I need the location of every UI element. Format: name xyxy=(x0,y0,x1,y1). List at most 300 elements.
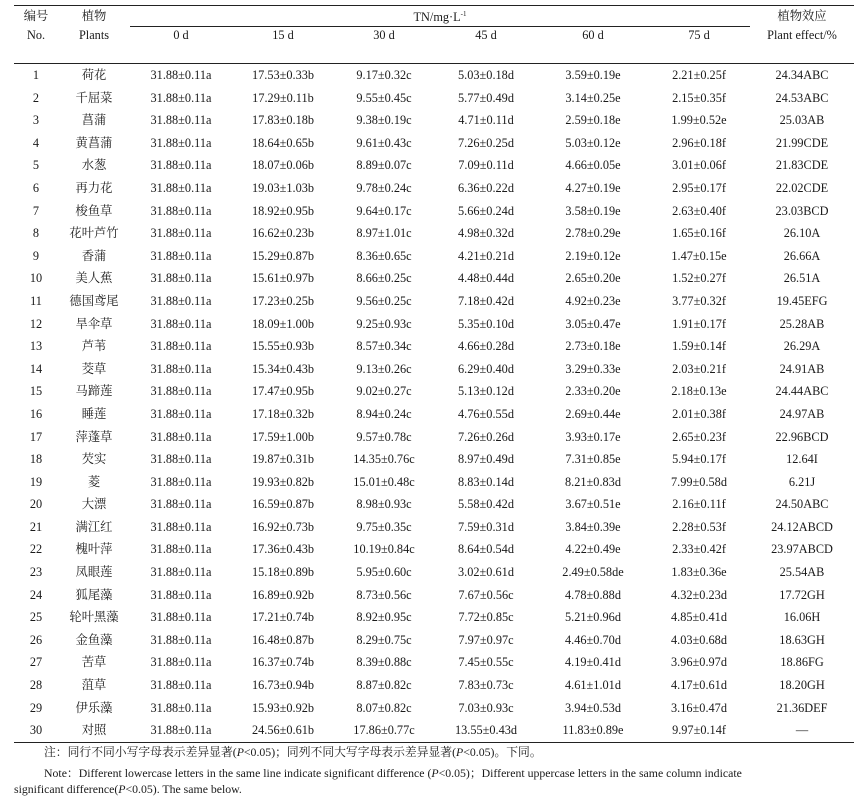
cell-plant-effect: 23.03BCD xyxy=(775,203,829,218)
cell-no: 23 xyxy=(29,565,43,580)
cell-tn-value: 15.29±0.87b xyxy=(251,248,315,263)
cell-tn-value: 31.88±0.11a xyxy=(150,700,212,715)
table-row xyxy=(14,606,854,629)
cell-tn-value: 4.85±0.41d xyxy=(671,610,727,625)
cell-tn-value: 31.88±0.11a xyxy=(150,113,212,128)
cell-tn-value: 4.19±0.41d xyxy=(565,655,621,670)
cell-no: 11 xyxy=(30,293,42,308)
table-row xyxy=(14,245,854,268)
cell-tn-value: 18.92±0.95b xyxy=(251,203,315,218)
cell-plant: 大漂 xyxy=(81,497,107,512)
cell-no: 16 xyxy=(29,406,43,421)
header-spacer xyxy=(14,44,58,64)
cell-plant: 梭鱼草 xyxy=(75,203,113,218)
cell-tn-value: 8.29±0.75c xyxy=(356,632,412,647)
table-row xyxy=(14,584,854,607)
header-no-en: No. xyxy=(26,27,46,42)
cell-tn-value: 2.33±0.20e xyxy=(565,384,621,399)
cell-tn-value: 8.98±0.93c xyxy=(356,497,412,512)
cell-tn-value: 7.09±0.11d xyxy=(458,158,514,173)
cell-no: 30 xyxy=(14,719,58,742)
table-row xyxy=(14,380,854,403)
cell-tn-value: 31.88±0.11a xyxy=(150,316,212,331)
cell-tn-value: 5.35±0.10d xyxy=(458,316,514,331)
cell-tn-value: 5.94±0.17f xyxy=(672,452,726,467)
cell-tn-value: 4.21±0.21d xyxy=(458,248,514,263)
cell-tn-value: 31.88±0.11a xyxy=(150,226,212,241)
cell-tn-value: 2.95±0.17f xyxy=(672,180,726,195)
cell-tn-value: 1.47±0.15e xyxy=(671,248,727,263)
cell-tn-value: 10.19±0.84c xyxy=(353,542,415,557)
table-row xyxy=(14,538,854,561)
cell-tn-value: 17.29±0.11b xyxy=(252,90,314,105)
header-day-75: 75 d xyxy=(688,28,710,42)
header-spacer xyxy=(434,44,538,64)
table-row xyxy=(14,154,854,177)
cell-plant: 马蹄莲 xyxy=(75,384,113,399)
header-day-45: 45 d xyxy=(475,28,497,42)
cell-tn-value: 9.97±0.14f xyxy=(648,719,750,742)
cell-tn-value: 2.15±0.35f xyxy=(672,90,726,105)
cell-plant-effect: 25.54AB xyxy=(779,565,825,580)
cell-tn-value: 31.88±0.11a xyxy=(150,248,212,263)
cell-tn-value: 31.88±0.11a xyxy=(150,632,212,647)
header-day-15: 15 d xyxy=(272,28,294,42)
cell-tn-value: 9.56±0.25c xyxy=(356,293,412,308)
cell-plant: 芦苇 xyxy=(81,339,107,354)
cell-plant: 苦草 xyxy=(81,655,107,670)
header-no-cn: 编号 xyxy=(14,6,58,27)
cell-plant: 美人蕉 xyxy=(75,271,113,286)
cell-plant-effect: 22.02CDE xyxy=(775,180,829,195)
note-chinese xyxy=(44,744,542,760)
cell-plant-effect: 17.72GH xyxy=(779,587,825,602)
table-row xyxy=(14,697,854,720)
cell-tn-value: 3.93±0.17e xyxy=(565,429,621,444)
cell-tn-value: 17.53±0.33b xyxy=(251,68,315,82)
cell-tn-value: 4.27±0.19e xyxy=(565,180,621,195)
cell-tn-value: 18.07±0.06b xyxy=(251,158,315,173)
cell-no: 13 xyxy=(29,339,43,354)
header-day-60: 60 d xyxy=(582,28,604,42)
cell-tn-value: 7.67±0.56c xyxy=(458,587,514,602)
header-day-0: 0 d xyxy=(173,28,189,42)
cell-tn-value: 31.88±0.11a xyxy=(130,719,232,742)
cell-tn-value: 2.28±0.53f xyxy=(672,519,726,534)
cell-tn-value: 13.55±0.43d xyxy=(434,719,538,742)
cell-tn-value: 17.21±0.74b xyxy=(251,610,315,625)
cell-plant-effect: 18.20GH xyxy=(779,678,825,693)
cell-tn-value: 31.88±0.11a xyxy=(150,271,212,286)
cell-tn-value: 2.03±0.21f xyxy=(672,361,726,376)
cell-tn-value: 5.77±0.49d xyxy=(458,90,514,105)
cell-tn-value: 8.73±0.56c xyxy=(356,587,412,602)
cell-tn-value: 9.64±0.17c xyxy=(356,203,412,218)
cell-plant: 萍蓬草 xyxy=(75,429,113,444)
table-row xyxy=(14,403,854,426)
cell-tn-value: 31.88±0.11a xyxy=(150,361,212,376)
table-row xyxy=(14,516,854,539)
cell-tn-value: 31.88±0.11a xyxy=(150,68,212,82)
cell-no: 18 xyxy=(29,452,43,467)
table-row xyxy=(14,290,854,313)
cell-tn-value: 3.16±0.47d xyxy=(671,700,727,715)
cell-tn-value: 8.64±0.54d xyxy=(458,542,514,557)
cell-tn-value: 16.92±0.73b xyxy=(251,519,315,534)
cell-tn-value: 2.16±0.11f xyxy=(672,497,726,512)
cell-tn-value: 8.36±0.65c xyxy=(356,248,412,263)
cell-tn-value: 17.47±0.95b xyxy=(251,384,315,399)
cell-plant-effect: 12.64I xyxy=(786,452,818,467)
cell-plant: 菹草 xyxy=(81,678,107,693)
cell-no: 8 xyxy=(32,226,40,241)
cell-tn-value: 2.69±0.44e xyxy=(565,406,621,421)
table-row xyxy=(14,471,854,494)
cell-tn-value: 4.66±0.05e xyxy=(565,158,621,173)
cell-tn-value: 5.13±0.12d xyxy=(458,384,514,399)
cell-no: 5 xyxy=(32,158,40,173)
cell-tn-value: 4.17±0.61d xyxy=(671,678,727,693)
table-row xyxy=(14,448,854,471)
cell-tn-value: 17.18±0.32b xyxy=(251,406,315,421)
note-en-p: P xyxy=(431,766,439,780)
cell-tn-value: 2.49±0.58de xyxy=(562,565,624,580)
cell-plant: 茭草 xyxy=(81,361,107,376)
cell-plant-effect: 19.45EFG xyxy=(776,293,828,308)
cell-tn-value: 3.05±0.47e xyxy=(565,316,621,331)
cell-plant: 芡实 xyxy=(81,452,107,467)
cell-plant: 菱 xyxy=(87,474,101,489)
header-tn-label: TN/mg·L xyxy=(413,10,461,24)
cell-no: 6 xyxy=(32,180,40,195)
cell-plant-effect: 26.51A xyxy=(783,271,821,286)
cell-tn-value: 16.62±0.23b xyxy=(251,226,315,241)
cell-plant-effect: 22.96BCD xyxy=(775,429,829,444)
table-row xyxy=(14,493,854,516)
note-en-part: Note：Different lowercase letters in the same line indicate significant difference ( xyxy=(44,766,432,780)
cell-tn-value: 31.88±0.11a xyxy=(150,655,212,670)
cell-tn-value: 31.88±0.11a xyxy=(150,384,212,399)
cell-tn-value: 31.88±0.11a xyxy=(150,542,212,557)
cell-plant: 香蒲 xyxy=(81,248,107,263)
cell-tn-value: 8.66±0.25c xyxy=(356,271,412,286)
cell-tn-value: 3.01±0.06f xyxy=(672,158,726,173)
cell-tn-value: 14.35±0.76c xyxy=(353,452,415,467)
cell-tn-value: 3.77±0.32f xyxy=(672,293,726,308)
cell-tn-value: 1.83±0.36e xyxy=(671,565,727,580)
cell-tn-value: 8.07±0.82c xyxy=(356,700,412,715)
cell-tn-value: 7.45±0.55c xyxy=(458,655,514,670)
cell-tn-value: 4.76±0.55d xyxy=(458,406,514,421)
cell-tn-value: 7.26±0.25d xyxy=(458,135,514,150)
note-english-line1 xyxy=(44,765,742,781)
table-row xyxy=(14,64,854,87)
data-table-wrapper xyxy=(14,5,854,743)
cell-no: 2 xyxy=(32,90,40,105)
cell-tn-value: 31.88±0.11a xyxy=(150,406,212,421)
cell-no: 9 xyxy=(32,248,40,263)
table-row xyxy=(14,629,854,652)
cell-tn-value: 17.59±1.00b xyxy=(251,429,315,444)
header-day-30: 30 d xyxy=(373,28,395,42)
cell-no: 12 xyxy=(29,316,43,331)
cell-tn-value: 19.03±1.03b xyxy=(251,180,315,195)
cell-tn-value: 9.38±0.19c xyxy=(356,113,412,128)
cell-no: 20 xyxy=(29,497,43,512)
cell-tn-value: 3.59±0.19e xyxy=(565,68,621,82)
cell-plant-effect: 21.83CDE xyxy=(775,158,829,173)
cell-tn-value: 11.83±0.89e xyxy=(538,719,648,742)
cell-plant-effect: 24.12ABCD xyxy=(771,519,833,534)
header-plant-en: Plants xyxy=(78,27,110,42)
cell-no: 7 xyxy=(32,203,40,218)
cell-tn-value: 5.03±0.12e xyxy=(565,135,621,150)
cell-tn-value: 17.83±0.18b xyxy=(251,113,315,128)
cell-no: 29 xyxy=(29,700,43,715)
cell-tn-value: 19.87±0.31b xyxy=(251,452,315,467)
cell-tn-value: 7.59±0.31d xyxy=(458,519,514,534)
cell-tn-value: 17.36±0.43b xyxy=(251,542,315,557)
cell-tn-value: 4.22±0.49e xyxy=(565,542,621,557)
cell-tn-value: 19.93±0.82b xyxy=(251,474,315,489)
cell-tn-value: 4.48±0.44d xyxy=(458,271,514,286)
cell-no: 25 xyxy=(29,610,43,625)
cell-tn-value: 7.97±0.97c xyxy=(458,632,514,647)
cell-tn-value: 2.63±0.40f xyxy=(672,203,726,218)
header-spacer xyxy=(750,44,854,64)
cell-tn-value: 8.83±0.14d xyxy=(458,474,514,489)
cell-tn-value: 31.88±0.11a xyxy=(150,135,212,150)
cell-tn-value: 8.39±0.88c xyxy=(356,655,412,670)
cell-tn-value: 7.26±0.26d xyxy=(458,429,514,444)
tn-data-table xyxy=(14,5,854,743)
note-en-part: <0.05)；Different uppercase letters in the same column indicate xyxy=(438,766,742,780)
cell-tn-value: 3.67±0.51e xyxy=(565,497,621,512)
cell-tn-value: 31.88±0.11a xyxy=(150,565,212,580)
cell-tn-value: 2.33±0.42f xyxy=(672,542,726,557)
header-spacer xyxy=(334,44,434,64)
cell-plant: 黄菖蒲 xyxy=(75,135,113,150)
cell-tn-value: 9.78±0.24c xyxy=(356,180,412,195)
cell-tn-value: 3.94±0.53d xyxy=(565,700,621,715)
header-effect-cn: 植物效应 xyxy=(750,6,854,27)
note-cn-part: <0.05)；同列不同大写字母表示差异显著( xyxy=(243,745,457,759)
cell-tn-value: 7.18±0.42d xyxy=(458,293,514,308)
cell-tn-value: 3.29±0.33e xyxy=(565,361,621,376)
cell-plant-effect: 25.03AB xyxy=(779,113,825,128)
cell-tn-value: 4.71±0.11d xyxy=(458,113,514,128)
cell-no: 1 xyxy=(32,68,40,82)
table-row xyxy=(14,109,854,132)
cell-no: 15 xyxy=(29,384,43,399)
cell-plant-effect: 16.06H xyxy=(783,610,821,625)
cell-tn-value: 9.61±0.43c xyxy=(356,135,412,150)
cell-plant-effect: 24.91AB xyxy=(779,361,825,376)
cell-tn-value: 6.36±0.22d xyxy=(458,180,514,195)
cell-plant: 千屈菜 xyxy=(75,90,113,105)
table-row xyxy=(14,358,854,381)
cell-tn-value: 9.02±0.27c xyxy=(356,384,412,399)
cell-tn-value: 1.65±0.16f xyxy=(672,226,726,241)
note-english-line2 xyxy=(14,781,242,797)
cell-tn-value: 2.21±0.25f xyxy=(672,68,726,82)
cell-tn-value: 31.88±0.11a xyxy=(150,429,212,444)
header-spacer xyxy=(648,44,750,64)
cell-plant-effect: — xyxy=(750,719,854,742)
cell-no: 27 xyxy=(29,655,43,670)
cell-tn-value: 15.55±0.93b xyxy=(251,339,315,354)
cell-plant-effect: 23.97ABCD xyxy=(771,542,833,557)
cell-plant: 旱伞草 xyxy=(75,316,113,331)
cell-tn-value: 2.01±0.38f xyxy=(672,406,726,421)
cell-plant: 睡莲 xyxy=(81,406,107,421)
cell-tn-value: 8.97±0.49d xyxy=(458,452,514,467)
cell-tn-value: 2.59±0.18e xyxy=(565,113,621,128)
table-body xyxy=(14,64,854,743)
cell-tn-value: 2.65±0.20e xyxy=(565,271,621,286)
cell-tn-value: 4.03±0.68d xyxy=(671,632,727,647)
cell-tn-value: 2.96±0.18f xyxy=(672,135,726,150)
note-en-part: <0.05). The same below. xyxy=(125,782,242,796)
cell-plant-effect: 26.10A xyxy=(783,226,821,241)
cell-tn-value: 15.18±0.89b xyxy=(251,565,315,580)
cell-tn-value: 9.55±0.45c xyxy=(356,90,412,105)
header-spacer xyxy=(232,44,334,64)
cell-plant: 对照 xyxy=(58,719,130,742)
cell-plant: 再力花 xyxy=(75,180,113,195)
cell-tn-value: 24.56±0.61b xyxy=(232,719,334,742)
cell-tn-value: 31.88±0.11a xyxy=(150,203,212,218)
cell-tn-value: 1.91±0.17f xyxy=(672,316,726,331)
cell-tn-value: 8.21±0.83d xyxy=(565,474,621,489)
header-tn xyxy=(130,6,750,27)
cell-tn-value: 31.88±0.11a xyxy=(150,497,212,512)
cell-tn-value: 8.92±0.95c xyxy=(356,610,412,625)
cell-plant-effect: 21.99CDE xyxy=(775,135,829,150)
cell-no: 28 xyxy=(29,678,43,693)
cell-tn-value: 9.57±0.78c xyxy=(356,429,412,444)
cell-tn-value: 16.48±0.87b xyxy=(251,632,315,647)
cell-tn-value: 3.84±0.39e xyxy=(565,519,621,534)
cell-no: 26 xyxy=(29,632,43,647)
note-en-p: P xyxy=(118,782,126,796)
cell-plant: 伊乐藻 xyxy=(75,700,113,715)
cell-plant: 轮叶黑藻 xyxy=(69,610,119,625)
cell-no: 3 xyxy=(32,113,40,128)
cell-tn-value: 3.96±0.97d xyxy=(671,655,727,670)
cell-tn-value: 5.03±0.18d xyxy=(458,68,514,82)
cell-tn-value: 31.88±0.11a xyxy=(150,293,212,308)
cell-no: 19 xyxy=(29,474,43,489)
cell-tn-value: 31.88±0.11a xyxy=(150,180,212,195)
header-spacer xyxy=(538,44,648,64)
cell-tn-value: 16.73±0.94b xyxy=(251,678,315,693)
cell-tn-value: 31.88±0.11a xyxy=(150,678,212,693)
cell-tn-value: 31.88±0.11a xyxy=(150,90,212,105)
cell-plant: 水葱 xyxy=(81,158,107,173)
cell-tn-value: 9.17±0.32c xyxy=(356,68,412,82)
cell-no: 24 xyxy=(29,587,43,602)
cell-tn-value: 31.88±0.11a xyxy=(150,519,212,534)
cell-tn-value: 31.88±0.11a xyxy=(150,339,212,354)
cell-tn-value: 7.99±0.58d xyxy=(671,474,727,489)
cell-tn-value: 3.02±0.61d xyxy=(458,565,514,580)
cell-tn-value: 8.89±0.07c xyxy=(356,158,412,173)
cell-tn-value: 16.37±0.74b xyxy=(251,655,315,670)
cell-tn-value: 4.78±0.88d xyxy=(565,587,621,602)
cell-tn-value: 5.58±0.42d xyxy=(458,497,514,512)
cell-plant-effect: 25.28AB xyxy=(779,316,825,331)
header-plant-cn: 植物 xyxy=(58,6,130,27)
note-cn-p: P xyxy=(456,745,464,759)
cell-tn-value: 3.58±0.19e xyxy=(565,203,621,218)
cell-tn-value: 16.89±0.92b xyxy=(251,587,315,602)
cell-tn-value: 15.93±0.92b xyxy=(251,700,315,715)
cell-tn-value: 4.92±0.23e xyxy=(565,293,621,308)
cell-tn-value: 4.66±0.28d xyxy=(458,339,514,354)
cell-plant: 槐叶萍 xyxy=(75,542,113,557)
cell-tn-value: 31.88±0.11a xyxy=(150,587,212,602)
cell-tn-value: 31.88±0.11a xyxy=(150,474,212,489)
table-row xyxy=(14,200,854,223)
cell-tn-value: 5.95±0.60c xyxy=(356,565,412,580)
cell-plant: 满江红 xyxy=(75,519,113,534)
cell-plant-effect: 24.44ABC xyxy=(775,384,829,399)
cell-tn-value: 8.94±0.24c xyxy=(356,406,412,421)
cell-tn-value: 2.18±0.13e xyxy=(671,384,727,399)
table-row xyxy=(14,651,854,674)
cell-no: 14 xyxy=(29,361,43,376)
cell-tn-value: 8.87±0.82c xyxy=(356,678,412,693)
table-row xyxy=(14,561,854,584)
note-cn-part: 注：同行不同小写字母表示差异显著( xyxy=(44,745,237,759)
cell-tn-value: 7.03±0.93c xyxy=(458,700,514,715)
cell-tn-value: 16.59±0.87b xyxy=(251,497,315,512)
cell-tn-value: 5.21±0.96d xyxy=(565,610,621,625)
cell-tn-value: 15.01±0.48c xyxy=(353,474,415,489)
cell-plant: 德国鸢尾 xyxy=(69,293,119,308)
cell-no: 17 xyxy=(29,429,43,444)
table-row xyxy=(14,222,854,245)
table-row xyxy=(14,313,854,336)
cell-tn-value: 9.25±0.93c xyxy=(356,316,412,331)
cell-tn-value: 2.78±0.29e xyxy=(565,226,621,241)
cell-tn-value: 9.13±0.26c xyxy=(356,361,412,376)
cell-tn-value: 17.23±0.25b xyxy=(251,293,315,308)
cell-tn-value: 7.31±0.85e xyxy=(565,452,621,467)
table-row xyxy=(14,267,854,290)
cell-plant-effect: 6.21J xyxy=(788,474,816,489)
cell-plant: 狐尾藻 xyxy=(75,587,113,602)
header-effect-en: Plant effect/% xyxy=(767,27,837,42)
cell-tn-value: 2.73±0.18e xyxy=(565,339,621,354)
cell-tn-value: 3.14±0.25e xyxy=(565,90,621,105)
cell-plant-effect: 24.50ABC xyxy=(775,497,829,512)
cell-tn-value: 5.66±0.24d xyxy=(458,203,514,218)
table-row xyxy=(14,132,854,155)
cell-tn-value: 31.88±0.11a xyxy=(150,452,212,467)
cell-plant-effect: 26.29A xyxy=(783,339,821,354)
cell-plant: 凤眼莲 xyxy=(75,565,113,580)
cell-tn-value: 4.32±0.23d xyxy=(671,587,727,602)
cell-tn-value: 1.99±0.52e xyxy=(671,113,727,128)
cell-plant-effect: 18.63GH xyxy=(779,632,825,647)
cell-tn-value: 4.61±1.01d xyxy=(565,678,621,693)
cell-no: 22 xyxy=(29,542,43,557)
header-spacer xyxy=(58,44,130,64)
cell-plant-effect: 18.86FG xyxy=(780,655,824,670)
header-spacer xyxy=(130,44,232,64)
